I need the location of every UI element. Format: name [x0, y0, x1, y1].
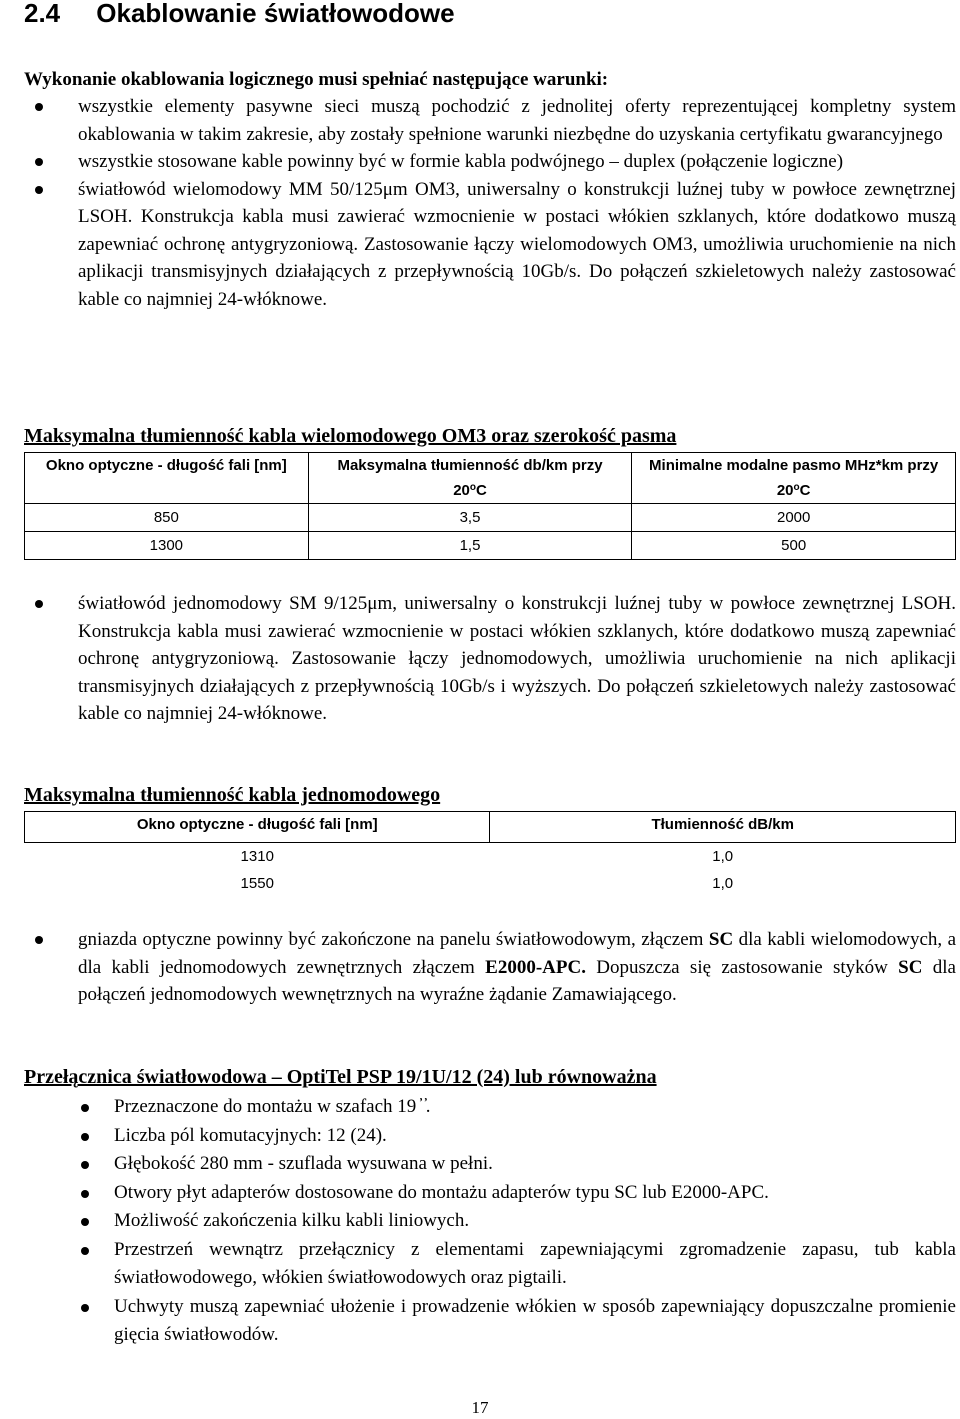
singlemode-table	[24, 811, 956, 897]
list-item: światłowód wielomodowy MM 50/125μm OM3, uniwersalny o konstrukcji luźnej tuby w powłoce zewnętrznej LSOH. Konstrukcja kabla musi zawierać wzmocnienie w postaci włókien szklanych, które dodatkowo muszą zapewniać ochronę antygryzoniową. Zastosowanie łączy wielomodowych OM3, umożliwia uruchomienie na nich aplikacji transmisyjnych działających z przepływnością 10Gb/s. Do połączeń szkieletowych należy zastosować kable co najmniej 24-włóknowe.	[24, 176, 956, 314]
list-item: gniazda optyczne powinny być zakończone na panelu światłowodowym, złączem SC dla kabli wielomodowych, a dla kabli jednomodowych zewnętrznych złączem E2000-APC. Dopuszcza się zastosowanie styków SC dla połączeń jednomodowych wewnętrznych na wyraźne żądanie Zamawiającego.	[24, 926, 956, 1009]
table-row	[25, 843, 956, 871]
list-item: Przestrzeń wewnątrz przełącznicy z elementami zapewniającymi zgromadzenie zapasu, tub kabla światłowodowego, włókien światłowodowych oraz pigtaili.	[28, 1236, 956, 1293]
table-row	[25, 532, 956, 560]
multimode-table	[24, 452, 956, 560]
table-cell: 1,5	[308, 532, 632, 560]
table-cell: 2000	[632, 504, 956, 532]
bullet-icon	[35, 600, 43, 608]
table-row	[25, 504, 956, 532]
table-cell: 1550	[240, 875, 274, 892]
bullet-icon	[81, 1218, 89, 1226]
bullet-icon	[81, 1247, 89, 1255]
table-cell: 500	[632, 532, 956, 560]
table-cell: 1310	[240, 848, 274, 865]
section-heading: 2.4 Okablowanie światłowodowe	[24, 0, 455, 28]
bullet-icon	[35, 103, 43, 111]
table-row	[25, 870, 956, 897]
bullet-icon	[35, 158, 43, 166]
list-item: Otwory płyt adapterów dostosowane do montażu adapterów typu SC lub E2000-APC.	[28, 1179, 956, 1208]
requirements-intro: Wykonanie okablowania logicznego musi spełniać następujące warunki:	[24, 69, 609, 90]
table-cell: 850	[25, 504, 309, 532]
table2-caption: Maksymalna tłumienność kabla jednomodowego	[24, 784, 441, 806]
header-cell: Tłumienność dB/km	[490, 812, 956, 843]
header-cell: Okno optyczne - długość fali [nm]	[25, 812, 490, 843]
list-item: Liczba pól komutacyjnych: 12 (24).	[28, 1122, 956, 1151]
header-cell: Okno optyczne - długość fali [nm]	[25, 453, 309, 504]
table-cell: 1,0	[712, 848, 734, 865]
bullet-icon	[81, 1133, 89, 1141]
singlemode-list	[24, 590, 956, 728]
connectors-list	[24, 926, 956, 1009]
table-header-row	[25, 812, 956, 843]
list-item: Głębokość 280 mm - szuflada wysuwana w pełni.	[28, 1150, 956, 1179]
header-cell: Maksymalna tłumienność db/km przy 20$^o$C	[308, 453, 632, 504]
bullet-icon	[81, 1190, 89, 1198]
page-number: 17	[471, 1398, 489, 1417]
list-item: Uchwyty muszą zapewniać ułożenie i prowadzenie włókien w sposób zapewniający dopuszczalne promienie gięcia światłowodów.	[28, 1293, 956, 1350]
bullet-icon	[81, 1304, 89, 1312]
list-item: wszystkie stosowane kable powinny być w formie kabla podwójnego – duplex (połączenie logiczne)	[24, 148, 956, 176]
list-item: Przeznaczone do montażu w szafach 19 ̓ ̓.	[28, 1093, 956, 1122]
header-cell: Minimalne modalne pasmo MHz*km przy 20$^o$C	[632, 453, 956, 504]
list-item: Możliwość zakończenia kilku kabli liniowych.	[28, 1207, 956, 1236]
patch-panel-features	[28, 1093, 956, 1350]
table-header-row	[25, 453, 956, 504]
list-item: wszystkie elementy pasywne sieci muszą pochodzić z jednolitej oferty reprezentującej kompletny system okablowania w takim zakresie, aby zostały spełnione warunki niezbędne do uzyskania certyfikatu gwarancyjnego	[24, 93, 956, 148]
table-cell: 3,5	[308, 504, 632, 532]
table-cell: 1300	[25, 532, 309, 560]
table1-caption: Maksymalna tłumienność kabla wielomodowego OM3 oraz szerokość pasma	[24, 425, 677, 447]
patch-panel-title: Przełącznica światłowodowa – OptiTel PSP 19/1U/12 (24) lub równoważna	[24, 1066, 657, 1088]
list-item: światłowód jednomodowy SM 9/125μm, uniwersalny o konstrukcji luźnej tuby w powłoce zewnętrznej LSOH. Konstrukcja kabla musi zawierać wzmocnienie w postaci włókien szklanych, które dodatkowo muszą zapewniać ochronę antygryzoniową. Zastosowanie łączy jednomodowych, umożliwia uruchomienie na nich aplikacji transmisyjnych działających z przepływnością 10Gb/s i wyższych. Do połączeń szkieletowych należy zastosować kable co najmniej 24-włóknowe.	[24, 590, 956, 728]
bullet-icon	[81, 1161, 89, 1169]
bullet-icon	[35, 186, 43, 194]
bullet-icon	[81, 1104, 89, 1112]
table-cell: 1,0	[712, 875, 734, 892]
requirements-list	[24, 93, 956, 313]
bullet-icon	[35, 936, 43, 944]
